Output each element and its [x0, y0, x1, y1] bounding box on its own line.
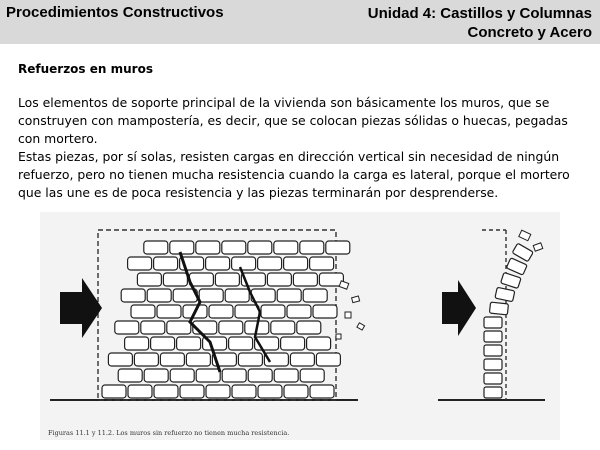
wall-illustration-svg — [40, 212, 560, 440]
brick — [215, 273, 239, 286]
unit-title — [368, 4, 592, 42]
brick — [102, 385, 126, 398]
brick — [137, 273, 161, 286]
brick — [219, 321, 243, 334]
brick — [206, 385, 230, 398]
brick — [281, 337, 305, 350]
brick — [235, 305, 259, 318]
column-brick — [501, 272, 522, 288]
brick — [225, 289, 249, 302]
brick — [160, 353, 184, 366]
brick — [248, 241, 272, 254]
brick — [310, 385, 334, 398]
brick — [313, 305, 337, 318]
brick — [125, 337, 149, 350]
figure-caption: Figuras 11.1 y 11.2. Los muros sin refuerzo no tienen mucha resistencia. — [48, 429, 290, 437]
brick — [128, 257, 152, 270]
brick — [293, 273, 317, 286]
brick — [196, 241, 220, 254]
brick — [118, 369, 142, 382]
brick — [297, 321, 321, 334]
brick — [284, 257, 308, 270]
brick — [115, 321, 139, 334]
brick — [144, 241, 168, 254]
wall-illustration — [40, 212, 560, 440]
column-brick — [484, 345, 502, 356]
brick — [196, 369, 220, 382]
paragraph-1: Los elementos de soporte principal de la vivienda son básicamente los muros, que se construyen con mampostería, es decir, que se colocan piezas sólidas o huecas, pegadas con mortero. — [18, 95, 568, 146]
brick — [261, 305, 285, 318]
brick — [189, 273, 213, 286]
brick — [303, 289, 327, 302]
brick — [170, 369, 194, 382]
column-brick — [484, 373, 502, 384]
brick — [229, 337, 253, 350]
brick — [232, 257, 256, 270]
brick — [186, 353, 210, 366]
brick-column — [484, 243, 533, 398]
brick — [290, 353, 314, 366]
section-title: Refuerzos en muros — [18, 62, 153, 76]
brick — [128, 385, 152, 398]
force-arrow-left — [60, 278, 102, 338]
brick — [274, 241, 298, 254]
brick-wall — [102, 241, 350, 398]
brick — [121, 289, 145, 302]
brick — [300, 241, 324, 254]
brick — [274, 369, 298, 382]
column-brick — [512, 243, 533, 262]
unit-title-line1: Unidad 4: Castillos y Columnas — [367, 5, 592, 22]
column-brick — [489, 302, 508, 315]
brick — [300, 369, 324, 382]
brick — [151, 337, 175, 350]
paragraph-2: Estas piezas, por sí solas, resisten cargas en dirección vertical sin necesidad de ningún refuerzo, pero no tienen mucha resistencia cuando la carga es lateral, porque el mortero que las une es de poca resistencia y las piezas terminarán por desprenderse. — [18, 149, 570, 200]
brick — [284, 385, 308, 398]
brick — [258, 385, 282, 398]
brick — [108, 353, 132, 366]
brick — [310, 257, 334, 270]
slide-header — [0, 0, 600, 44]
column-brick — [484, 317, 502, 328]
brick — [248, 369, 272, 382]
brick — [131, 305, 155, 318]
brick — [199, 289, 223, 302]
brick — [144, 369, 168, 382]
brick — [147, 289, 171, 302]
brick — [167, 321, 191, 334]
brick — [307, 337, 331, 350]
brick — [134, 353, 158, 366]
brick — [222, 369, 246, 382]
column-brick — [484, 331, 502, 342]
brick — [154, 257, 178, 270]
brick — [170, 241, 194, 254]
brick — [271, 321, 295, 334]
brick — [209, 305, 233, 318]
brick — [277, 289, 301, 302]
column-brick — [484, 387, 502, 398]
column-brick — [484, 359, 502, 370]
body-text — [18, 94, 588, 202]
brick — [222, 241, 246, 254]
force-arrow-right — [442, 280, 476, 336]
brick — [238, 353, 262, 366]
brick — [232, 385, 256, 398]
unit-title-line2: Concreto y Acero — [467, 24, 592, 41]
brick — [206, 257, 230, 270]
brick — [316, 353, 340, 366]
brick — [141, 321, 165, 334]
brick — [180, 385, 204, 398]
brick — [154, 385, 178, 398]
brick — [157, 305, 181, 318]
course-title: Procedimientos Constructivos — [6, 4, 224, 21]
brick — [326, 241, 350, 254]
brick — [267, 273, 291, 286]
brick — [258, 257, 282, 270]
brick — [177, 337, 201, 350]
column-brick — [495, 287, 515, 302]
column-brick — [506, 258, 527, 275]
brick — [287, 305, 311, 318]
brick — [163, 273, 187, 286]
